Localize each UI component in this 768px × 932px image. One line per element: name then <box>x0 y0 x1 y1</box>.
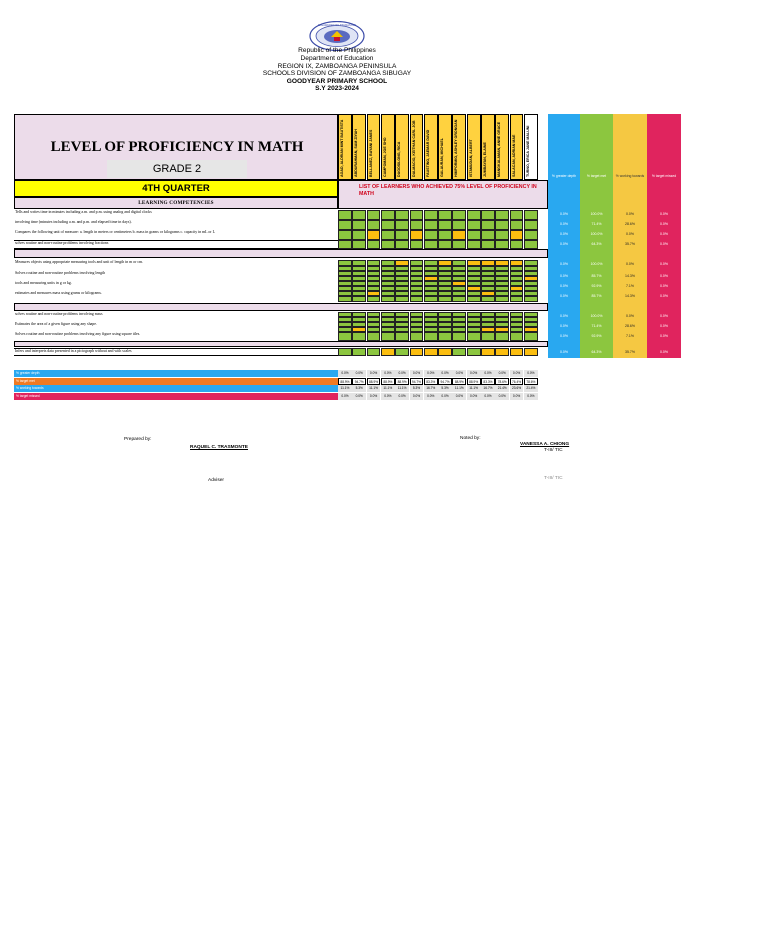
stat-value: 0.0% <box>660 274 668 278</box>
summary-cell: 94.7% <box>438 378 452 385</box>
stat-value: 0.0% <box>660 262 668 266</box>
learner-name: AGAD, ALDRIAN MINT BAUTISTA <box>340 119 344 177</box>
proficiency-cell <box>367 348 381 356</box>
proficiency-cell <box>467 332 481 341</box>
competency-text: Compares the following unit of measure: a. length in meters or centimeters b. mass in grams or kilograms c. capacity in mL or L <box>15 230 215 234</box>
proficiency-cell <box>524 240 538 249</box>
header-line-4: SCHOOLS DIVISION OF ZAMBOANGA SIBUGAY <box>262 70 412 77</box>
stat-value: 0.0% <box>660 232 668 236</box>
proficiency-cell <box>410 296 424 302</box>
summary-cell: 0.0% <box>410 370 424 377</box>
prepared-by-name: RAQUEL C. TRASMONTE <box>190 445 249 450</box>
stat-header-label: % target met <box>586 174 607 178</box>
stat-value: 0.0% <box>560 274 568 278</box>
proficiency-cell <box>481 296 495 302</box>
summary-cell: 11.1% <box>467 385 481 392</box>
school-year: S.Y 2023-2024 <box>315 85 359 92</box>
proficiency-cell <box>495 332 509 341</box>
summary-cell: 0.0% <box>424 393 438 400</box>
proficiency-cell <box>338 332 352 341</box>
summary-cell: 94.7% <box>410 378 424 385</box>
stat-value: 28.6% <box>625 324 635 328</box>
stat-column-4 <box>647 114 681 358</box>
proficiency-cell <box>438 210 452 220</box>
proficiency-cell <box>395 230 409 240</box>
summary-cell: 78.6% <box>495 378 509 385</box>
proficiency-cell <box>510 332 524 341</box>
summary-cell: 0.0% <box>352 393 366 400</box>
proficiency-cell <box>410 348 424 356</box>
summary-cell: 78.6% <box>524 378 538 385</box>
summary-cell: 5.3% <box>352 385 366 392</box>
proficiency-cell <box>424 220 438 230</box>
stat-value: 100.0% <box>590 232 603 236</box>
learner-header-14 <box>524 114 538 180</box>
competency-text: estimates and measures mass using grams or kilograms. <box>15 291 102 295</box>
summary-cell: 11.1% <box>367 385 381 392</box>
proficiency-cell <box>510 296 524 302</box>
learner-name: JUMBAYAN, ELAINE <box>483 142 487 177</box>
summary-label: % greater depth <box>14 370 338 377</box>
stat-value: 0.0% <box>626 232 634 236</box>
stat-value: 0.0% <box>560 232 568 236</box>
proficiency-cell <box>481 210 495 220</box>
proficiency-cell <box>410 210 424 220</box>
proficiency-cell <box>438 230 452 240</box>
summary-cell: 0.0% <box>438 370 452 377</box>
proficiency-cell <box>381 210 395 220</box>
noted-by-name: VANESSA A. CHIONG <box>520 442 570 447</box>
stat-value: 35.7% <box>625 350 635 354</box>
stat-value: 0.0% <box>560 350 568 354</box>
stat-value: 0.0% <box>626 212 634 216</box>
proficiency-cell <box>452 220 466 230</box>
proficiency-cell <box>524 220 538 230</box>
stat-value: 0.0% <box>660 212 668 216</box>
summary-cell: 0.0% <box>524 370 538 377</box>
learner-header-8 <box>438 114 452 180</box>
proficiency-cell <box>524 348 538 356</box>
summary-cell: 16.7% <box>424 385 438 392</box>
learner-header-11 <box>481 114 495 180</box>
proficiency-cell <box>438 240 452 249</box>
stat-value: 0.0% <box>660 324 668 328</box>
proficiency-cell <box>467 220 481 230</box>
proficiency-cell <box>381 230 395 240</box>
learner-name: GALAURAN, MICHAEL <box>440 138 445 177</box>
learner-name: ABDURAHMAN, SAM ZIYAH <box>354 129 359 177</box>
proficiency-cell <box>510 210 524 220</box>
proficiency-cell <box>352 296 366 302</box>
competencies-header: LEARNING COMPETENCIES <box>14 197 338 209</box>
stat-value: 0.0% <box>560 284 568 288</box>
stat-value: 71.4% <box>591 222 602 226</box>
summary-cell: 0.0% <box>481 393 495 400</box>
proficiency-cell <box>481 220 495 230</box>
proficiency-cell <box>338 230 352 240</box>
learner-header-9 <box>452 114 466 180</box>
learner-header-3 <box>367 114 381 180</box>
competency-text: tools and measuring units in g or kg. <box>15 281 72 285</box>
proficiency-cell <box>481 348 495 356</box>
summary-cell: 76.4% <box>510 378 524 385</box>
proficiency-cell <box>467 296 481 302</box>
competency-text: Solves routine and non-routine problems involving length <box>15 271 106 275</box>
header-line-3: REGION IX, ZAMBOANGA PENINSULA <box>277 63 397 70</box>
summary-cell: 0.0% <box>367 393 381 400</box>
summary-cell: 0.0% <box>495 370 509 377</box>
proficiency-cell <box>510 230 524 240</box>
stat-value: 0.0% <box>560 242 568 246</box>
proficiency-cell <box>395 220 409 230</box>
summary-cell: 88.9% <box>452 378 466 385</box>
proficiency-cell <box>452 296 466 302</box>
learner-header-4 <box>381 114 395 180</box>
learner-header-1 <box>338 114 352 180</box>
summary-cell: 0.0% <box>452 370 466 377</box>
summary-cell: 83.3% <box>424 378 438 385</box>
proficiency-cell <box>438 348 452 356</box>
learner-name: CAMPOMAN, JOE SHO <box>382 137 387 177</box>
competency-text: Solves routine and non-routine problems involving any figure using square tiles. <box>15 332 141 336</box>
stat-value: 0.0% <box>560 314 568 318</box>
proficiency-cell <box>452 230 466 240</box>
stat-value: 0.0% <box>560 324 568 328</box>
summary-cell: 16.7% <box>481 385 495 392</box>
summary-cell: 0.0% <box>438 393 452 400</box>
stat-value: 0.0% <box>660 284 668 288</box>
proficiency-cell <box>467 240 481 249</box>
summary-cell: 0.0% <box>352 370 366 377</box>
proficiency-cell <box>381 296 395 302</box>
proficiency-cell <box>367 210 381 220</box>
sheet-title: LEVEL OF PROFICIENCY IN MATH <box>50 139 304 155</box>
proficiency-cell <box>395 348 409 356</box>
proficiency-cell <box>352 348 366 356</box>
section-spacer-2 <box>14 303 548 311</box>
summary-cell: 0.0% <box>467 370 481 377</box>
stat-header-label: % working towards <box>615 174 645 178</box>
summary-cell: 94.7% <box>352 378 366 385</box>
competency-text: solves routine and non-routine problems involving fractions <box>14 240 338 249</box>
summary-cell: 88.9% <box>395 378 409 385</box>
proficiency-cell <box>481 332 495 341</box>
proficiency-cell <box>452 240 466 249</box>
stat-value: 0.0% <box>660 294 668 298</box>
school-name: GOODYEAR PRIMARY SCHOOL <box>286 78 388 85</box>
proficiency-cell <box>495 210 509 220</box>
proficiency-cell <box>352 240 366 249</box>
learner-header-5 <box>395 114 409 180</box>
summary-cell: 0.0% <box>510 370 524 377</box>
proficiency-cell <box>395 296 409 302</box>
proficiency-cell <box>352 210 366 220</box>
learner-name: BELLANEZ, BAYANI JANES <box>368 129 373 177</box>
stat-value: 100.0% <box>590 212 603 216</box>
seal-text: KAGAWARAN NG EDUKASYON <box>317 24 357 27</box>
proficiency-cell <box>424 210 438 220</box>
stat-value: 14.3% <box>625 294 635 298</box>
summary-cell: 0.0% <box>467 393 481 400</box>
proficiency-cell <box>438 220 452 230</box>
summary-cell: 11.1% <box>452 385 466 392</box>
stat-value: 100.0% <box>590 262 603 266</box>
stat-value: 100.0% <box>590 314 603 318</box>
proficiency-cell <box>495 240 509 249</box>
proficiency-cell <box>452 332 466 341</box>
proficiency-cell <box>481 230 495 240</box>
summary-cell: 0.0% <box>424 370 438 377</box>
proficiency-cell <box>338 348 352 356</box>
proficiency-cell <box>524 210 538 220</box>
learner-name: DAGOSILONG, RICA <box>397 141 402 177</box>
summary-cell: 0.0% <box>381 393 395 400</box>
stat-value: 0.0% <box>560 222 568 226</box>
proficiency-cell <box>410 240 424 249</box>
proficiency-cell <box>381 220 395 230</box>
summary-cell: 0.0% <box>495 393 509 400</box>
noted-by-label: Noted by: <box>460 436 481 441</box>
proficiency-cell <box>352 230 366 240</box>
proficiency-cell <box>395 332 409 341</box>
proficiency-cell <box>381 240 395 249</box>
stat-value: 64.3% <box>591 350 602 354</box>
competency-text: Measures objects using appropriate measuring tools and unit of length in m or cm. <box>15 260 144 264</box>
stat-value: 0.0% <box>560 262 568 266</box>
proficiency-cell <box>452 348 466 356</box>
summary-cell: 0.0% <box>338 393 352 400</box>
prepared-by-label: Prepared by: <box>124 437 152 442</box>
summary-cell: 0.0% <box>410 393 424 400</box>
proficiency-cell <box>338 220 352 230</box>
header-line-2: Department of Education <box>300 55 374 62</box>
summary-cell: 0.0% <box>381 370 395 377</box>
stat-value: 0.0% <box>626 262 634 266</box>
competency-text: Infers and interprets data presented in a pictograph without and with scales <box>14 348 338 356</box>
summary-cell: 0.0% <box>524 393 538 400</box>
stat-header-label: % target missed <box>651 174 677 178</box>
stat-value: 0.0% <box>660 350 668 354</box>
learner-header-6 <box>410 114 424 180</box>
summary-cell: 21.4% <box>495 385 509 392</box>
learners-note-text: LIST OF LEARNERS WHO ACHIEVED 75% LEVEL OF PROFICIENCY IN MATH <box>359 184 537 197</box>
proficiency-cell <box>495 348 509 356</box>
learner-header-2 <box>352 114 366 180</box>
competency-text: involving time (minutes including a.m. and p.m. and elapsed time in days). <box>15 220 132 224</box>
proficiency-cell <box>410 220 424 230</box>
summary-cell: 11.1% <box>381 385 395 392</box>
summary-cell: 88.9% <box>338 378 352 385</box>
proficiency-cell <box>510 220 524 230</box>
stat-value: 0.0% <box>660 242 668 246</box>
stat-value: 0.0% <box>660 314 668 318</box>
stat-value: 0.0% <box>560 212 568 216</box>
proficiency-cell <box>424 240 438 249</box>
proficiency-cell <box>395 210 409 220</box>
summary-cell: 0.0% <box>452 393 466 400</box>
proficiency-cell <box>467 210 481 220</box>
proficiency-cell <box>481 240 495 249</box>
proficiency-cell <box>367 230 381 240</box>
learner-header-10 <box>467 114 481 180</box>
proficiency-cell <box>381 332 395 341</box>
stat-value: 7.1% <box>626 284 634 288</box>
proficiency-cell <box>495 230 509 240</box>
summary-cell: 5.3% <box>410 385 424 392</box>
summary-cell: 88.9% <box>367 378 381 385</box>
summary-cell: 0.0% <box>395 370 409 377</box>
proficiency-cell <box>338 240 352 249</box>
summary-label: % target missed <box>14 393 338 400</box>
stat-column-2 <box>580 114 613 358</box>
quarter-label: 4TH QUARTER <box>14 180 338 197</box>
learner-name: MANGKALAMAN, ANNE GRACE <box>497 121 502 177</box>
learner-name: TURNO, ERICA JANE MALUNI <box>525 125 530 177</box>
stat-value: 28.6% <box>625 222 635 226</box>
summary-cell: 83.3% <box>481 378 495 385</box>
stat-value: 0.0% <box>660 334 668 338</box>
proficiency-cell <box>352 220 366 230</box>
proficiency-cell <box>524 230 538 240</box>
stat-value: 35.7% <box>625 242 635 246</box>
stat-value: 92.9% <box>591 334 602 338</box>
summary-cell: 5.3% <box>438 385 452 392</box>
summary-cell: 0.0% <box>367 370 381 377</box>
section-spacer-1 <box>14 249 548 258</box>
summary-cell: 0.0% <box>481 370 495 377</box>
learners-note <box>338 180 548 209</box>
proficiency-cell <box>367 240 381 249</box>
learner-name: ISTAMUDAN, ALBERT <box>468 139 473 177</box>
proficiency-cell <box>524 332 538 341</box>
proficiency-cell <box>338 210 352 220</box>
stat-value: 92.9% <box>591 284 602 288</box>
stat-column-1 <box>548 114 580 358</box>
stat-value: 71.4% <box>591 324 602 328</box>
stat-value: 14.3% <box>625 274 635 278</box>
proficiency-cell <box>367 332 381 341</box>
learner-name: FAUSTINO, JAEMAR DAVID <box>425 129 430 177</box>
proficiency-cell <box>467 230 481 240</box>
proficiency-cell <box>424 296 438 302</box>
stat-header-label: % greater depth <box>551 174 577 178</box>
proficiency-cell <box>495 220 509 230</box>
proficiency-cell <box>381 348 395 356</box>
learner-header-7 <box>424 114 438 180</box>
competency-text: solves routine and non-routine problems involving mass <box>15 312 103 316</box>
proficiency-cell <box>452 210 466 220</box>
noted-by-role-faint: T-III/ TIC <box>544 476 563 481</box>
stat-value: 0.0% <box>626 314 634 318</box>
stat-value: 85.7% <box>591 294 602 298</box>
summary-cell: 88.9% <box>381 378 395 385</box>
grade-label: GRADE 2 <box>107 160 247 178</box>
noted-by-role: T-III/ TIC <box>544 448 563 453</box>
stat-value: 0.0% <box>660 222 668 226</box>
stat-value: 7.1% <box>626 334 634 338</box>
proficiency-cell <box>438 296 452 302</box>
stat-column-3 <box>613 114 647 358</box>
stat-value: 85.7% <box>591 274 602 278</box>
proficiency-cell <box>495 296 509 302</box>
proficiency-cell <box>410 230 424 240</box>
summary-cell: 11.1% <box>338 385 352 392</box>
proficiency-cell <box>367 296 381 302</box>
learner-header-13 <box>510 114 524 180</box>
proficiency-cell <box>424 230 438 240</box>
title-cell <box>14 114 338 180</box>
summary-label: % target met <box>14 378 338 385</box>
summary-cell: 0.0% <box>510 393 524 400</box>
proficiency-cell <box>367 220 381 230</box>
summary-cell: 0.0% <box>395 393 409 400</box>
stat-value: 0.0% <box>560 294 568 298</box>
proficiency-cell <box>410 332 424 341</box>
summary-cell: 21.4% <box>524 385 538 392</box>
summary-cell: 23.6% <box>510 385 524 392</box>
proficiency-cell <box>467 348 481 356</box>
stat-value: 0.0% <box>560 334 568 338</box>
proficiency-cell <box>338 296 352 302</box>
learner-name: SALACAN, ADRIAN MAE <box>511 134 516 177</box>
summary-cell: 11.1% <box>395 385 409 392</box>
proficiency-cell <box>438 332 452 341</box>
learner-name: DALMACIO, KEITHAN CARL JOB <box>411 120 416 177</box>
header-line-1: Republic of the Philippines <box>298 47 376 54</box>
summary-cell: 0.0% <box>338 370 352 377</box>
proficiency-cell <box>510 240 524 249</box>
section-spacer-3 <box>14 341 548 347</box>
proficiency-cell <box>352 332 366 341</box>
competency-text: Estimates the area of a given figure using any shape. <box>15 322 97 326</box>
summary-cell: 88.9% <box>467 378 481 385</box>
proficiency-cell <box>395 240 409 249</box>
summary-label: % working towards <box>14 385 338 392</box>
proficiency-cell <box>424 332 438 341</box>
stat-value: 64.3% <box>591 242 602 246</box>
proficiency-cell <box>510 348 524 356</box>
learner-name: HIMPORMIO, ASHLEY ORONGAN <box>454 119 459 177</box>
proficiency-cell <box>424 348 438 356</box>
competency-text: Tells and writes time in minutes including a.m. and p.m. using analog and digital clocks <box>15 210 152 214</box>
learner-header-12 <box>495 114 509 180</box>
prepared-by-role: Adviser <box>208 478 224 483</box>
proficiency-cell <box>524 296 538 302</box>
